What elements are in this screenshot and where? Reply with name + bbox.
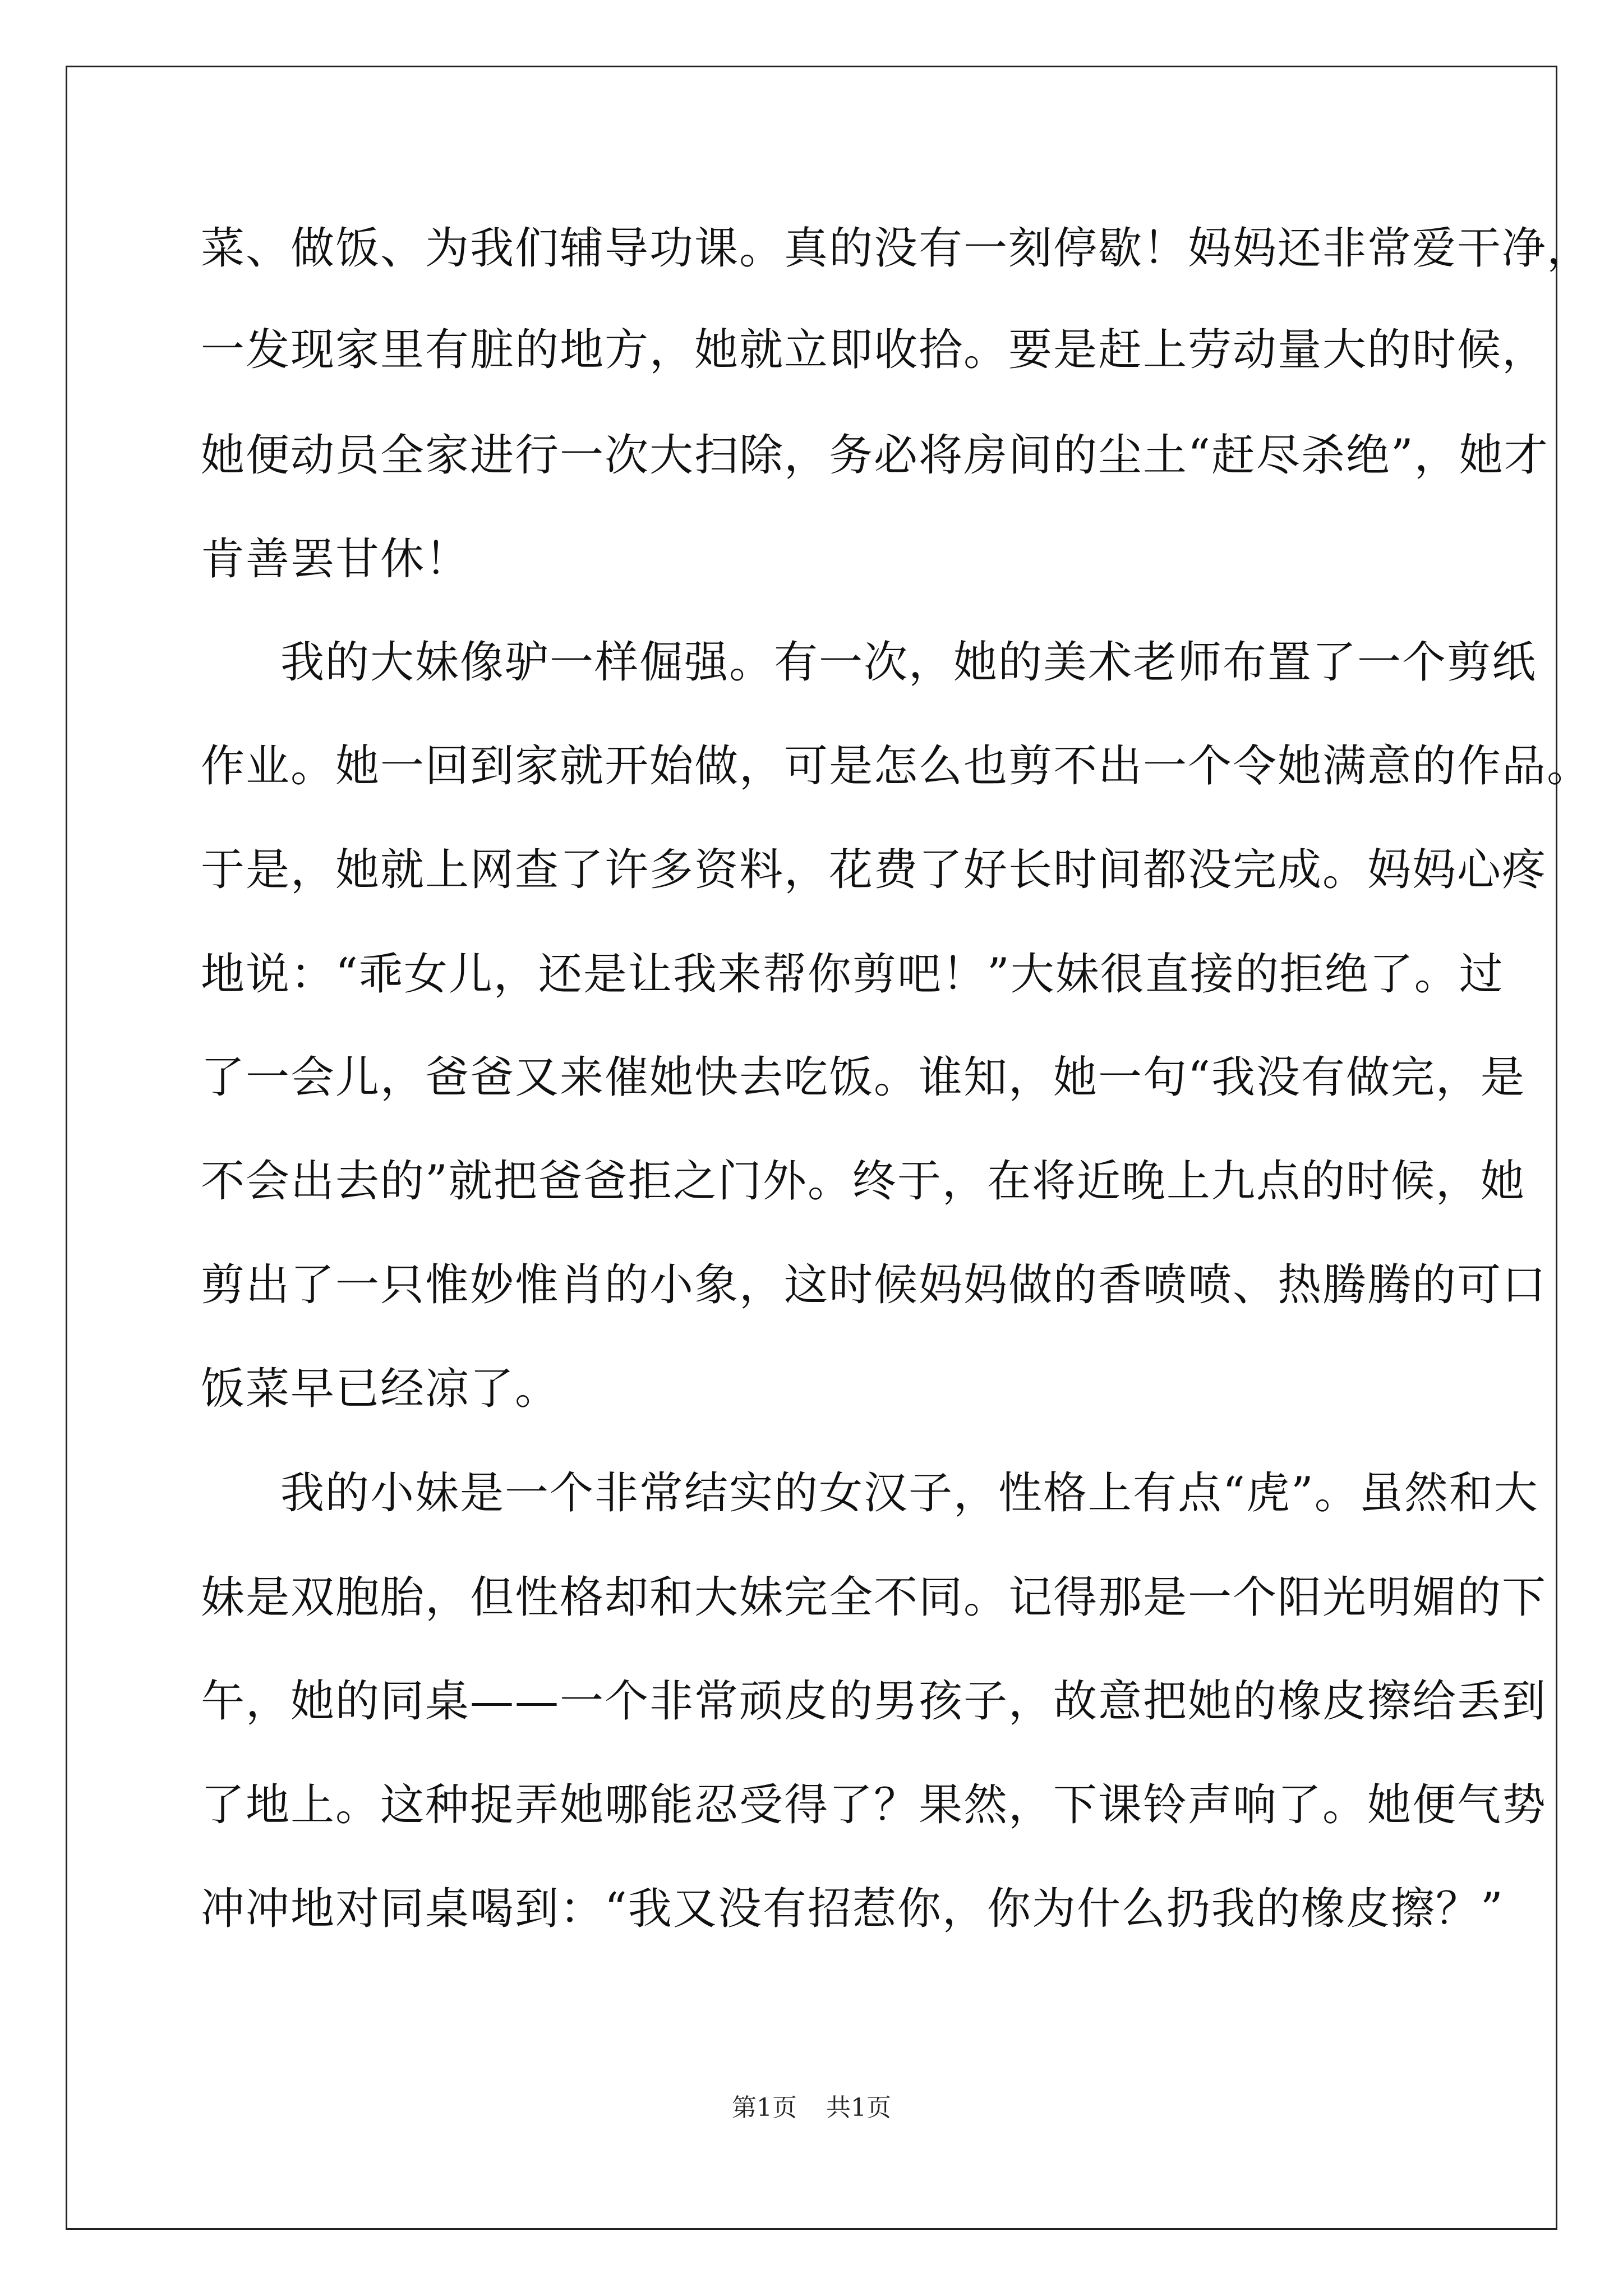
text-line-17: 冲冲地对同桌喝到：“我又没有招惹你，你为什么扔我的橡皮擦？”: [201, 1884, 1504, 1934]
page-footer: [0, 2092, 1623, 2124]
text-line-4: 肯善罢甘休！: [201, 534, 471, 585]
paragraph-2-line-1: 我的大妹像驴一样倔强。有一次，她的美术老师布置了一个剪纸: [280, 637, 1537, 688]
paragraph-3-line-1: 我的小妹是一个非常结实的女汉子，性格上有点“虎”。虽然和大: [280, 1468, 1539, 1519]
text-line-6: 作业。她一回到家就开始做，可是怎么也剪不出一个令她满意的作品。: [201, 741, 1592, 792]
text-line-11: 剪出了一只惟妙惟肖的小象，这时候妈妈做的香喷喷、热腾腾的可口: [201, 1260, 1547, 1310]
text-line-15: 午，她的同桌——一个非常顽皮的男孩子，故意把她的橡皮擦给丢到: [201, 1676, 1547, 1727]
text-line-10: 不会出去的”就把爸爸拒之门外。终于，在将近晚上九点的时候，她: [201, 1156, 1525, 1207]
text-line-12: 饭菜早已经凉了。: [201, 1364, 560, 1414]
text-line-7: 于是，她就上网查了许多资料，花费了好长时间都没完成。妈妈心疼: [201, 845, 1547, 895]
text-line-1: 菜、做饭、为我们辅导功课。真的没有一刻停歇！妈妈还非常爱干净，: [201, 223, 1592, 274]
text-line-8: 地说：“乖女儿，还是让我来帮你剪吧！”大妹很直接的拒绝了。过: [201, 949, 1504, 1000]
page-total: 共1页: [826, 2093, 891, 2122]
page-number: 第1页: [732, 2093, 797, 2122]
text-line-9: 了一会儿，爸爸又来催她快去吃饭。谁知，她一句“我没有做完，是: [201, 1052, 1525, 1103]
text-line-3: 她便动员全家进行一次大扫除，务必将房间的尘土“赶尽杀绝”，她才: [201, 430, 1549, 481]
text-line-16: 了地上。这种捉弄她哪能忍受得了？果然，下课铃声响了。她便气势: [201, 1780, 1547, 1830]
text-line-2: 一发现家里有脏的地方，她就立即收拾。要是赶上劳动量大的时候，: [201, 325, 1547, 375]
text-line-14: 妹是双胞胎，但性格却和大妹完全不同。记得那是一个阳光明媚的下: [201, 1572, 1547, 1623]
